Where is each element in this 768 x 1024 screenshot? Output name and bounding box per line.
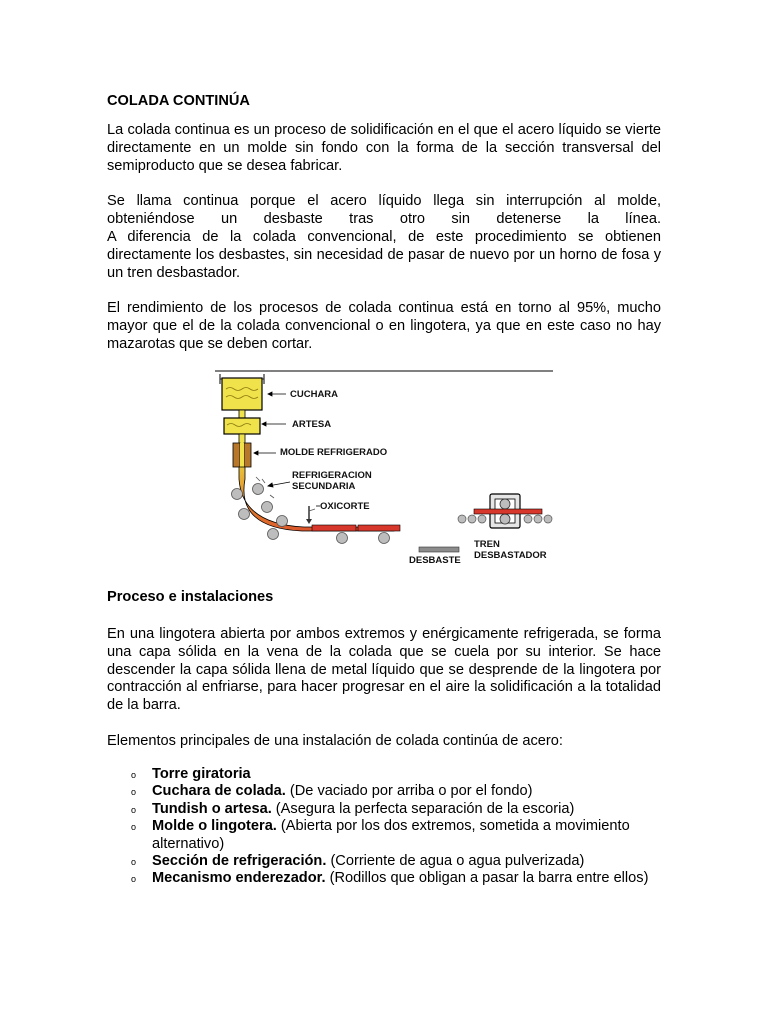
paragraph-intro: La colada continua es un proceso de solidificación en el que el acero líquido se vierte directamente en un molde sin fondo con la forma de la sección transversal del semiproducto que se desea fabricar. (107, 122, 661, 174)
list-item (131, 870, 671, 887)
label-refrigeracion: REFRIGERACION (292, 470, 372, 481)
diagram-svg (212, 364, 557, 574)
ladle-shape (220, 374, 264, 418)
list-item-title: Molde o lingotera. (152, 818, 277, 835)
cut-bar-segment (312, 525, 356, 531)
list-item-title: Mecanismo enderezador. (152, 870, 326, 887)
list-item (131, 783, 671, 800)
bullet-marker: o (131, 822, 137, 833)
list-item (131, 818, 671, 853)
list-item-desc: (Rodillos que obligan a pasar la barra entre ellos) (325, 870, 649, 887)
slab-shape (419, 547, 459, 552)
list-item (131, 766, 671, 783)
label-oxicorte: OXICORTE (320, 501, 370, 512)
label-cuchara: CUCHARA (290, 389, 339, 400)
tundish-shape (224, 418, 260, 444)
list-item (131, 853, 671, 870)
list-item-desc: (Corriente de agua o agua pulverizada) (326, 853, 585, 870)
list-item (131, 801, 671, 818)
roughing-mill (458, 494, 552, 528)
bullet-marker: o (131, 770, 137, 780)
oxicorte-torch (306, 506, 315, 524)
bullet-marker: o (131, 874, 137, 885)
elements-list (131, 766, 671, 888)
label-secundaria: SECUNDARIA (292, 481, 356, 492)
paragraph-continuous: Se llama continua porque el acero líquido llega sin interrupción al molde, obteniéndose un desbaste tras otro sin detenerse la línea. (107, 193, 661, 227)
list-item-desc: (Asegura la perfecta separación de la escoria) (271, 800, 575, 817)
list-item-title: Sección de refrigeración. (152, 853, 327, 870)
page-title: COLADA CONTINÚA (107, 93, 250, 109)
label-tren: TREN (474, 539, 500, 550)
bullet-marker: o (131, 804, 137, 815)
label-artesa: ARTESA (292, 419, 332, 430)
list-item-title: Cuchara de colada. (152, 783, 286, 800)
label-molde: MOLDE REFRIGERADO (280, 447, 388, 458)
list-item-title: Torre giratoria (152, 766, 251, 782)
list-item-desc: (Abierta por los dos extremos, sometida a movimiento alternativo) (152, 818, 630, 852)
paragraph-difference: A diferencia de la colada convencional, de este procedimiento se obtienen directamente los desbastes, sin necesidad de pasar de nuevo por un horno de fosa y un tren desbastador. (107, 229, 661, 281)
paragraph-yield: El rendimiento de los procesos de colada continua está en torno al 95%, mucho mayor que el de la colada convencional o en lingotera, ya que en este caso no hay mazarotas que se deben cortar. (107, 300, 661, 352)
paragraph-elements-intro: Elementos principales de una instalación de colada continúa de acero: (107, 733, 563, 749)
bullet-marker: o (131, 857, 137, 868)
continuous-casting-diagram (212, 364, 557, 574)
list-item-title: Tundish o artesa. (152, 800, 272, 817)
bullet-marker: o (131, 787, 137, 798)
label-desbaste: DESBASTE (409, 555, 461, 566)
paragraph-process: En una lingotera abierta por ambos extremos y enérgicamente refrigerada, se forma una capa sólida en la vena de la colada que se cuela por su interior. Se hace descender la capa sólida llena de metal líquido que se desprende de la lingotera por contracción al enfriarse, para hacer progresar en el aire la solidificación a la totalidad de la barra. (107, 626, 661, 714)
label-desbastador: DESBASTADOR (474, 550, 547, 561)
section-heading: Proceso e instalaciones (107, 589, 274, 605)
mold-shape (233, 443, 251, 467)
list-item-desc: (De vaciado por arriba o por el fondo) (285, 783, 533, 800)
